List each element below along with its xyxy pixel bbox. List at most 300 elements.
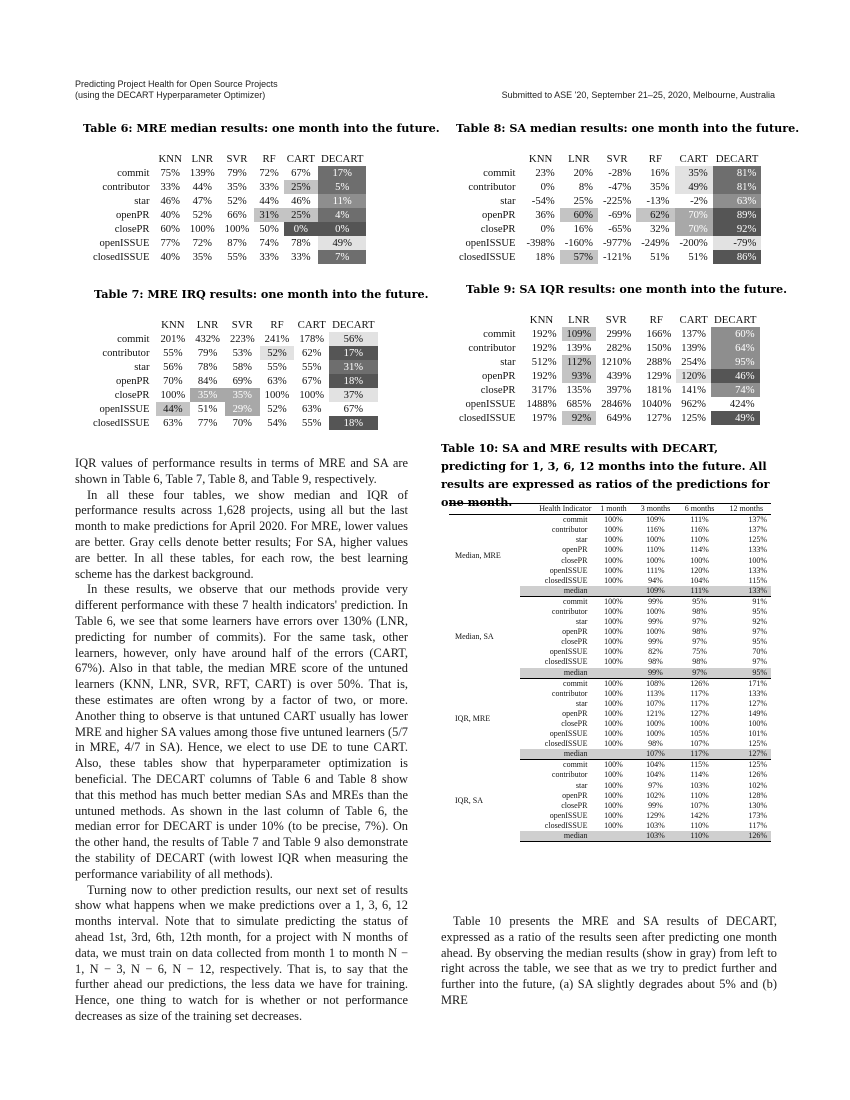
table7-cell: 29% — [225, 402, 260, 416]
table8-col-rf: RF — [648, 152, 662, 165]
table10-header-cell: 1 month — [593, 504, 633, 515]
table6-row-label: closedISSUE — [93, 251, 150, 263]
table6-cell: 33% — [291, 251, 311, 263]
table8-cell: 16% — [573, 223, 593, 235]
table10-cell: 100% — [604, 555, 623, 565]
table10-cell: 102% — [646, 790, 665, 800]
table8-cell: -398% — [526, 237, 555, 249]
table-row — [454, 327, 760, 341]
table10-cell: 98% — [648, 739, 663, 749]
table10-median-cell — [593, 831, 633, 842]
table-row — [454, 250, 761, 264]
table8-cell: -28% — [608, 167, 632, 179]
table6-cell: 31% — [254, 208, 283, 222]
table10-cell: 100% — [604, 657, 623, 667]
table8-row-label: star — [500, 195, 516, 207]
table6-cell: 7% — [318, 250, 367, 264]
table8-cell: 36% — [535, 209, 555, 221]
table10-cell: 109% — [646, 515, 665, 525]
table10-header-cell: Health Indicator — [520, 504, 594, 515]
table-row — [454, 341, 760, 355]
table10-cell: 100% — [604, 770, 623, 780]
table9-cell: 95% — [711, 355, 760, 369]
table8-cell: -121% — [603, 251, 632, 263]
table10-cell: 125% — [748, 535, 767, 545]
table10-cell: 97% — [648, 780, 663, 790]
table7-cell: 63% — [302, 403, 322, 415]
table9-cell: 112% — [562, 355, 597, 369]
table9-cell: 2846% — [601, 398, 632, 410]
table9-cell: 127% — [646, 412, 672, 424]
venue-note: Submitted to ASE '20, September 21–25, 2020, Melbourne, Australia — [501, 90, 775, 100]
table10-cell: 111% — [646, 565, 665, 575]
table6-row-label: contributor — [102, 181, 150, 193]
table6-cell: 72% — [259, 167, 279, 179]
table9-cell: 1210% — [601, 356, 632, 368]
table6-col-knn: KNN — [158, 152, 182, 165]
table10-cell: 100% — [604, 790, 623, 800]
table10-cell: 104% — [646, 760, 665, 770]
table10-caption: Table 10: SA and MRE results with DECART, predicting for 1, 3, 6, 12 months into the future. All results are expressed as ratios of the predictions for one month. — [441, 441, 770, 509]
running-title — [75, 79, 278, 101]
table10-cell: 98% — [648, 657, 663, 667]
table10-indicator: openISSUE — [549, 729, 588, 739]
table-row — [454, 166, 761, 180]
table8-col-svr: SVR — [606, 152, 628, 165]
table10-header-cell — [449, 504, 520, 515]
table10-cell: 116% — [690, 525, 709, 535]
table8-cell: 0% — [540, 223, 555, 235]
table9-cell: 141% — [681, 384, 706, 396]
table10-cell: 100% — [604, 515, 623, 525]
table9-cell: 109% — [562, 327, 597, 341]
table7-cell: 35% — [225, 388, 260, 402]
table-row — [88, 360, 378, 374]
table10-cell: 126% — [748, 770, 767, 780]
table7-cell: 56% — [329, 332, 378, 346]
table-row — [454, 236, 761, 250]
table10-median-cell: 107% — [633, 749, 677, 760]
table10-indicator: openPR — [562, 545, 588, 555]
table6-cell: 35% — [227, 181, 247, 193]
table6-col-lnr: LNR — [191, 152, 214, 165]
table10-cell: 127% — [690, 708, 709, 718]
table6-cell: 40% — [160, 251, 180, 263]
table6-col-rf: RF — [262, 152, 276, 165]
table6-row-label: closePR — [114, 223, 150, 235]
table6-cell: 46% — [291, 195, 311, 207]
table7-cell: 201% — [160, 333, 186, 345]
table8-row-label: closePR — [480, 223, 516, 235]
table-row — [454, 383, 760, 397]
table-row — [449, 678, 771, 689]
table10-median-cell: 133% — [722, 586, 771, 597]
table6-cell: 25% — [284, 180, 318, 194]
table-row — [449, 515, 771, 526]
table9-cell: 139% — [566, 342, 592, 354]
table10-indicator: commit — [563, 596, 588, 606]
table6-row-label: openISSUE — [99, 237, 150, 249]
table10-cell: 128% — [748, 790, 767, 800]
table10-cell: 94% — [648, 575, 663, 585]
table8-corner — [454, 151, 522, 166]
table10-group-label: IQR, MRE — [455, 713, 491, 723]
table8-cell: 62% — [636, 208, 674, 222]
table10-indicator: closedISSUE — [544, 820, 588, 830]
table9-cell: 192% — [531, 370, 557, 382]
table10-cell: 100% — [646, 627, 665, 637]
table9-cell: 1040% — [641, 398, 672, 410]
table7-cell: 35% — [190, 388, 225, 402]
table10-cell: 101% — [748, 729, 767, 739]
table10-cell: 113% — [646, 688, 665, 698]
table6-cell: 75% — [160, 167, 180, 179]
table8-cell: 16% — [650, 167, 670, 179]
table10-cell: 129% — [646, 810, 665, 820]
table8-cell: 63% — [713, 194, 762, 208]
table8-cell: -79% — [713, 236, 762, 250]
table-row — [88, 222, 366, 236]
table10-indicator: star — [575, 535, 588, 545]
table6-cell: 66% — [227, 209, 247, 221]
table6-cell: 50% — [259, 223, 279, 235]
table8-cell: 8% — [578, 181, 593, 193]
table9-row-label: openISSUE — [465, 398, 516, 410]
table9-cell: 49% — [711, 411, 760, 425]
table8-cell: 89% — [713, 208, 762, 222]
table9-cell: 64% — [711, 341, 760, 355]
table8-cell: 51% — [650, 251, 670, 263]
table8-cell: -160% — [564, 237, 593, 249]
table10-indicator: closePR — [561, 800, 588, 810]
table10-indicator: openPR — [562, 790, 588, 800]
table10-cell: 97% — [752, 627, 767, 637]
table10-cell: 117% — [690, 688, 709, 698]
table7-cell: 18% — [329, 374, 378, 388]
table7-row-label: star — [134, 361, 150, 373]
table8-row-label: contributor — [468, 181, 516, 193]
table9-col-decart: DECART — [713, 313, 757, 326]
table10-median-cell: 109% — [633, 586, 677, 597]
table10-cell: 91% — [752, 596, 767, 606]
table-row — [88, 180, 366, 194]
table8-cell: 81% — [713, 180, 762, 194]
table10-median-cell: 117% — [678, 749, 722, 760]
table10-cell: 100% — [604, 739, 623, 749]
table6-cell: 44% — [259, 195, 279, 207]
table9-cell: 299% — [606, 328, 632, 340]
table10-cell: 117% — [748, 820, 767, 830]
left-column-text — [75, 456, 408, 1025]
table-row — [88, 332, 378, 346]
table10-cell: 125% — [748, 739, 767, 749]
table7-col-cart: CART — [297, 318, 326, 331]
table10-cell: 120% — [690, 565, 709, 575]
table10-indicator: commit — [563, 760, 588, 770]
table9-cell: 282% — [606, 342, 632, 354]
right-column-text — [441, 914, 777, 1009]
table10-cell: 137% — [748, 515, 767, 525]
table10-indicator: contributor — [551, 688, 588, 698]
table7-col-knn: KNN — [161, 318, 185, 331]
table9-col-cart: CART — [679, 313, 708, 326]
table8-row-label: openPR — [481, 209, 516, 221]
table8-caption: Table 8: SA median results: one month into the future. — [456, 121, 800, 135]
table10-group-label: IQR, SA — [455, 795, 484, 805]
table10-indicator: closedISSUE — [544, 739, 588, 749]
table9-row-label: closePR — [480, 384, 516, 396]
table10-indicator: contributor — [551, 770, 588, 780]
table10-cell: 95% — [752, 606, 767, 616]
table10-cell: 100% — [604, 606, 623, 616]
table8-cell: 49% — [675, 180, 713, 194]
table10-cell: 110% — [690, 820, 709, 830]
table7-row-label: openISSUE — [99, 403, 150, 415]
left-paragraph-1: IQR values of performance results in terms of MRE and SA are shown in Table 6, Table 7, Table 8, and Table 9, respectively. — [75, 456, 408, 486]
table6-cell: 44% — [192, 181, 212, 193]
table8-cell: 23% — [535, 167, 555, 179]
table8-row-label: openISSUE — [465, 237, 516, 249]
table9-col-knn: KNN — [529, 313, 554, 326]
table8-cell: 25% — [573, 195, 593, 207]
table10-cell: 82% — [648, 647, 663, 657]
table8-cell: -54% — [531, 195, 555, 207]
table10-cell: 99% — [648, 596, 663, 606]
table-row — [454, 194, 761, 208]
table10-cell: 97% — [692, 637, 707, 647]
table10-cell: 149% — [748, 708, 767, 718]
table7-row-label: openPR — [115, 375, 150, 387]
table10-median-cell: 95% — [722, 668, 771, 679]
table10-cell: 100% — [604, 565, 623, 575]
table10-median-cell: 99% — [633, 668, 677, 679]
table7-cell: 432% — [195, 333, 220, 345]
table10-cell: 97% — [692, 617, 707, 627]
running-title-line2: (using the DECART Hyperparameter Optimizer) — [75, 90, 266, 100]
table9-cell: 397% — [606, 384, 632, 396]
table7-cell: 51% — [197, 403, 218, 415]
table9-cell: 649% — [606, 412, 632, 424]
table6-cell: 100% — [189, 223, 215, 235]
table10 — [449, 503, 771, 842]
table10-cell: 133% — [748, 688, 767, 698]
table10-header-row — [449, 504, 771, 515]
table9-cell: 120% — [676, 369, 711, 383]
table7 — [88, 317, 378, 430]
table8-cell: 51% — [688, 251, 708, 263]
table6-row-label: commit — [117, 167, 150, 179]
table10-cell: 105% — [690, 729, 709, 739]
table6-cell: 55% — [227, 251, 247, 263]
table6 — [88, 151, 366, 264]
table10-median-cell: 110% — [678, 831, 722, 842]
table10-cell: 95% — [752, 637, 767, 647]
table7-cell: 62% — [302, 347, 322, 359]
table6-corner — [88, 151, 156, 166]
table7-cell: 54% — [267, 417, 287, 429]
table10-cell: 100% — [604, 575, 623, 585]
table6-col-svr: SVR — [226, 152, 248, 165]
table10-cell: 115% — [748, 575, 767, 585]
table8-row-label: commit — [483, 167, 516, 179]
table10-cell: 100% — [604, 596, 623, 606]
table7-cell: 53% — [232, 347, 252, 359]
table10-cell: 133% — [748, 565, 767, 575]
right-paragraph-1: Table 10 presents the MRE and SA results of DECART, expressed as a ratio of the results seen after predicting one month ahead. By observing the median results (show in gray) from left to right across the table, we see that as we try to predict further and further into the future, (a) SA slightly degrades about 5% and (b) MRE — [441, 914, 777, 1007]
table9-row-label: star — [500, 356, 516, 368]
table10-cell: 121% — [646, 708, 665, 718]
table10-header-cell: 3 months — [633, 504, 677, 515]
table10-median-cell: 126% — [722, 831, 771, 842]
table9-cell: 166% — [646, 328, 672, 340]
table9-cell: 139% — [681, 342, 706, 354]
table9-cell: 135% — [566, 384, 592, 396]
table9-cell: 93% — [562, 369, 597, 383]
table9-cell: 962% — [681, 398, 706, 410]
table10-cell: 102% — [748, 780, 767, 790]
table8-cell: -249% — [641, 237, 670, 249]
table10-indicator: closePR — [561, 719, 588, 729]
table6-cell: 49% — [318, 236, 367, 250]
table9 — [454, 312, 760, 425]
table10-header-cell: 6 months — [678, 504, 722, 515]
table7-cell: 100% — [299, 389, 325, 401]
table9-col-rf: RF — [649, 313, 663, 326]
running-title-line1: Predicting Project Health for Open Source Projects — [75, 79, 278, 89]
table10-median-cell — [593, 749, 633, 760]
table9-cell: 317% — [531, 384, 557, 396]
table9-cell: 439% — [606, 370, 632, 382]
table-row — [88, 250, 366, 264]
table7-cell: 69% — [232, 375, 252, 387]
table7-cell: 77% — [197, 417, 218, 429]
table10-cell: 100% — [748, 719, 767, 729]
table-row — [88, 346, 378, 360]
table10-cell: 99% — [648, 617, 663, 627]
table9-cell: 60% — [711, 327, 760, 341]
table8-col-cart: CART — [679, 152, 708, 165]
table10-cell: 173% — [748, 810, 767, 820]
table10-median-label: median — [520, 586, 594, 597]
table10-cell: 107% — [646, 698, 665, 708]
table8-cell: 81% — [713, 166, 762, 180]
table10-cell: 116% — [646, 525, 665, 535]
table10-cell: 100% — [604, 780, 623, 790]
table10-cell: 114% — [690, 545, 709, 555]
table9-cell: 197% — [531, 412, 557, 424]
table10-cell: 100% — [604, 800, 623, 810]
table9-cell: 150% — [646, 342, 672, 354]
table10-cell: 100% — [604, 617, 623, 627]
table10-cell: 108% — [646, 678, 665, 688]
table8-row-label: closedISSUE — [459, 251, 516, 263]
table7-cell: 44% — [156, 402, 191, 416]
table9-cell: 192% — [531, 328, 557, 340]
table8-cell: 20% — [573, 167, 593, 179]
table7-header-row — [88, 317, 378, 332]
table6-cell: 46% — [160, 195, 180, 207]
table10-group-label: Median, SA — [455, 632, 494, 642]
table10-cell: 133% — [748, 545, 767, 555]
table-row — [88, 374, 378, 388]
table6-cell: 79% — [227, 167, 247, 179]
table6-row-label: openPR — [115, 209, 150, 221]
table10-indicator: openISSUE — [549, 647, 588, 657]
table7-cell: 241% — [264, 333, 290, 345]
table10-indicator: star — [575, 617, 588, 627]
table6-cell: 78% — [291, 237, 311, 249]
table10-group-label: Median, MRE — [455, 550, 501, 560]
table10-cell: 110% — [690, 790, 709, 800]
table-row — [88, 388, 378, 402]
table9-cell: 424% — [729, 398, 755, 410]
table-row — [454, 208, 761, 222]
table7-cell: 63% — [267, 375, 287, 387]
table9-row-label: commit — [483, 328, 516, 340]
table10-cell: 100% — [604, 637, 623, 647]
table8-cell: 70% — [675, 208, 713, 222]
table10-cell: 127% — [748, 698, 767, 708]
table10-cell: 130% — [748, 800, 767, 810]
table7-cell: 31% — [329, 360, 378, 374]
table6-row-label: star — [134, 195, 150, 207]
table8-cell: -47% — [608, 181, 632, 193]
table7-cell: 55% — [267, 361, 287, 373]
table6-cell: 52% — [227, 195, 247, 207]
table7-col-decart: DECART — [332, 318, 375, 331]
table6-col-cart: CART — [286, 152, 315, 165]
table10-indicator: openISSUE — [549, 810, 588, 820]
table7-caption: Table 7: MRE IRQ results: one month into the future. — [94, 287, 429, 301]
table10-median-label: median — [520, 831, 594, 842]
table6-cell: 33% — [259, 251, 279, 263]
table10-cell: 142% — [690, 810, 709, 820]
table6-cell: 11% — [318, 194, 367, 208]
table9-row-label: closedISSUE — [459, 412, 516, 424]
table6-cell: 25% — [284, 208, 318, 222]
table7-cell: 55% — [163, 347, 183, 359]
table10-median-cell: 103% — [633, 831, 677, 842]
table10-cell: 98% — [692, 606, 707, 616]
table9-row-label: openPR — [481, 370, 516, 382]
table8-cell: -225% — [603, 195, 632, 207]
table6-cell: 33% — [259, 181, 279, 193]
table6-cell: 100% — [224, 223, 250, 235]
table10-cell: 100% — [748, 555, 767, 565]
table7-cell: 52% — [267, 403, 287, 415]
table6-cell: 74% — [259, 237, 279, 249]
table8-cell: 70% — [675, 222, 713, 236]
table10-cell: 100% — [604, 545, 623, 555]
table9-header-row — [454, 312, 760, 327]
table8-col-knn: KNN — [528, 152, 553, 165]
table7-cell: 178% — [299, 333, 325, 345]
table-row — [454, 355, 760, 369]
table10-cell: 103% — [646, 820, 665, 830]
table9-row-label: contributor — [468, 342, 516, 354]
table10-cell: 110% — [646, 545, 665, 555]
table6-cell: 52% — [192, 209, 212, 221]
table9-col-svr: SVR — [605, 313, 627, 326]
table8-cell: 35% — [650, 181, 670, 193]
table9-cell: 125% — [681, 412, 706, 424]
table10-median-label: median — [520, 668, 594, 679]
table-row — [88, 166, 366, 180]
table9-cell: 46% — [711, 369, 760, 383]
table9-cell: 192% — [531, 342, 557, 354]
left-paragraph-3: In these results, we observe that our methods provide very different performance with these 7 health indicators' prediction. In Table 6, we see that some learners have errors over 130% (LNR, predicting for number of commits). For the same task, other learners, however, only have around half of the errors (CART, 67%). Also in that table, the median MRE score of the untuned learners (KNN, LNR, SVR, RFT, CART) is over 50%. That is, these estimates are often wrong by a factor of two, or more. Another thing to observe is that untuned CART usually has lower MRE and higher SA values among those five untuned learners (5/7 in MRE, 4/7 in SA). Hence, we elect to use DE to tune CART. Also, these tables show that hyperparameter optimization is beneficial. The DECART columns of Table 6 and Table 8 show that this method has much better median SAs and MREs than the untuned methods. As shown in the last column of Table 6, the median error for DECART is under 10% (to be precise, 7%). On the other hand, the results of Table 7 and Table 9 also demonstrate the stability of DECART (with lowest IQR when measuring the performance variability of all methods). — [75, 582, 408, 881]
table9-cell: 181% — [646, 384, 672, 396]
